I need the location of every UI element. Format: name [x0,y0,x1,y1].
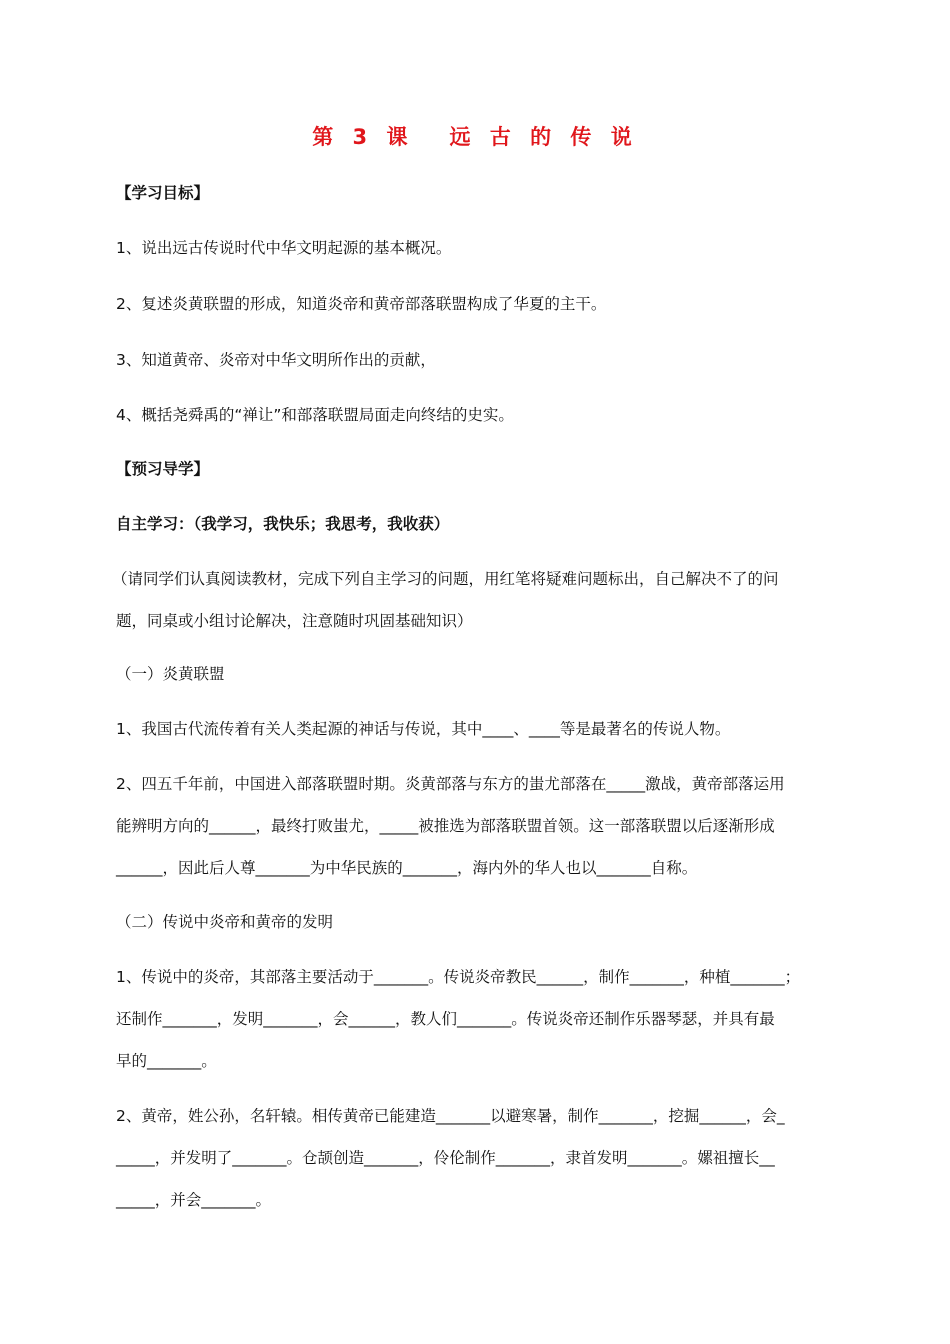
instruction-line-2: 题，同桌或小组讨论解决，注意随时巩固基础知识） [116,612,473,630]
self-study-heading: 自主学习：（我学习，我快乐；我思考，我收获） [116,515,450,533]
section1-question-2-line-3: ______，因此后人尊_______为中华民族的_______，海内外的华人也以_______自称。 [116,859,698,877]
goal-item-2: 2、复述炎黄联盟的形成，知道炎帝和黄帝部落联盟构成了华夏的主干。 [116,295,607,313]
lesson-name: 远 古 的 传 说 [449,125,638,149]
section2-question-1-line-2: 还制作_______，发明_______，会______，教人们_______。传说炎帝还制作乐器琴瑟，并具有最 [116,1010,775,1028]
goal-item-4: 4、概括尧舜禹的“禅让”和部落联盟局面走向终结的史实。 [116,406,514,424]
section1-question-1: 1、我国古代流传着有关人类起源的神话与传说，其中____、____等是最著名的传说人物。 [116,720,731,738]
section1-question-2-line-2: 能辨明方向的______，最终打败蚩尤，_____被推选为部落联盟首领。这一部落联盟以后逐渐形成 [116,817,775,835]
lesson-number: 第 3 课 [312,125,414,149]
section2-question-2-line-1: 2、黄帝，姓公孙，名轩辕。相传黄帝已能建造_______以避寒暑，制作_______，挖掘______，会_ [116,1107,785,1125]
section2-question-2-line-3: _____，并会_______。 [116,1191,272,1209]
goal-item-1: 1、说出远古传说时代中华文明起源的基本概况。 [116,239,452,257]
lesson-title [0,121,950,151]
goals-heading: 【学习目标】 [116,184,210,202]
instruction-line-1: （请同学们认真阅读教材，完成下列自主学习的问题，用红笔将疑难问题标出，自己解决不了的问 [112,570,779,588]
section2-question-2-line-2: _____，并发明了_______。仓颉创造_______，伶伦制作_______，隶首发明_______。嫘祖擅长__ [116,1149,775,1167]
section2-question-1-line-3: 早的_______。 [116,1052,217,1070]
section2-heading: （二）传说中炎帝和黄帝的发明 [116,913,334,931]
section1-question-2-line-1: 2、四五千年前，中国进入部落联盟时期。炎黄部落与东方的蚩尤部落在_____激战，黄帝部落运用 [116,775,785,793]
goal-item-3: 3、知道黄帝、炎帝对中华文明所作出的贡献， [116,351,436,369]
section1-heading: （一）炎黄联盟 [116,665,225,683]
section2-question-1-line-1: 1、传说中的炎帝，其部落主要活动于_______。传说炎帝教民______，制作_______，种植_______； [116,968,801,986]
preview-heading: 【预习导学】 [116,460,210,478]
